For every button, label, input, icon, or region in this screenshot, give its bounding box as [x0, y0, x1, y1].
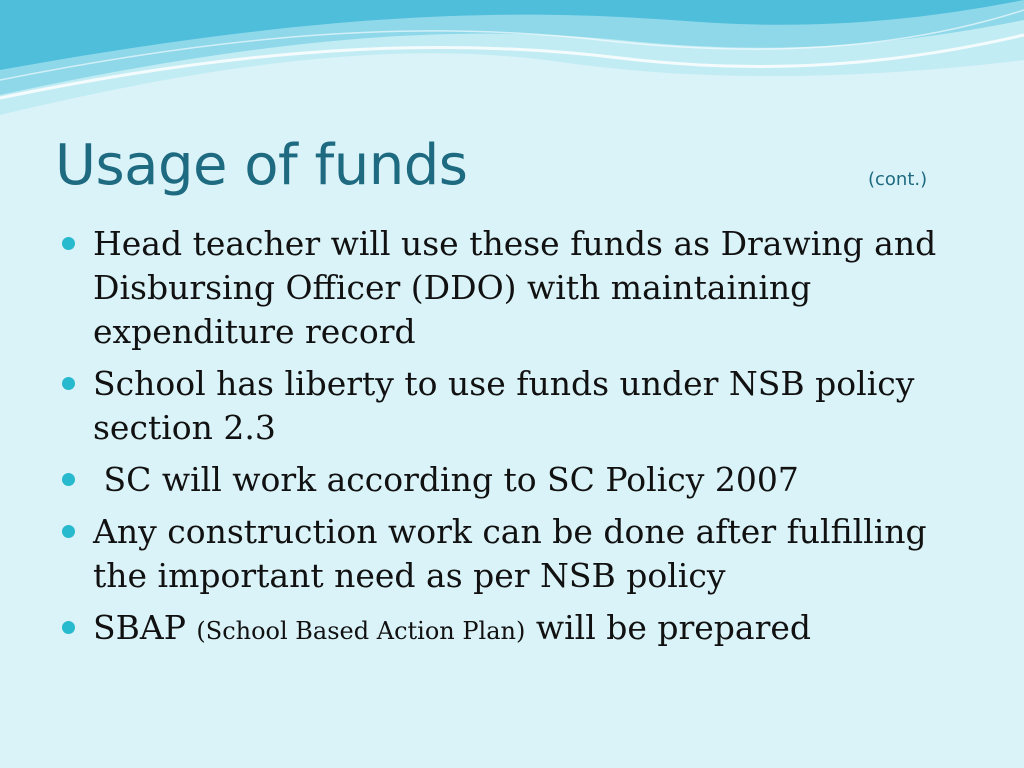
bullet-text-suffix: will be prepared — [525, 608, 812, 647]
bullet-dot-icon — [62, 621, 75, 634]
bullet-dot-icon — [62, 377, 75, 390]
bullet-text: School has liberty to use funds under NSB policy section 2.3 — [93, 364, 915, 447]
bullet-item — [62, 510, 962, 598]
slide-title: Usage of funds — [55, 133, 468, 198]
bullet-dot-icon — [62, 237, 75, 250]
bullet-text: Any construction work can be done after fulfilling the important need as per NSB policy — [93, 512, 927, 595]
bullet-list — [62, 222, 962, 661]
bullet-item — [62, 606, 962, 653]
bullet-item — [62, 362, 962, 450]
bullet-dot-icon — [62, 525, 75, 538]
bullet-text: SC will work according to SC Policy 2007 — [93, 460, 799, 499]
bullet-text-small: (School Based Action Plan) — [196, 617, 526, 645]
bullet-text-prefix: SBAP — [93, 608, 197, 647]
bullet-item — [62, 222, 962, 354]
slide-subtitle: (cont.) — [868, 169, 928, 190]
bullet-dot-icon — [62, 473, 75, 486]
bullet-text: Head teacher will use these funds as Drawing and Disbursing Officer (DDO) with maintaining expenditure record — [93, 224, 937, 351]
header-wave-decoration — [0, 0, 1024, 130]
bullet-item — [62, 458, 962, 502]
